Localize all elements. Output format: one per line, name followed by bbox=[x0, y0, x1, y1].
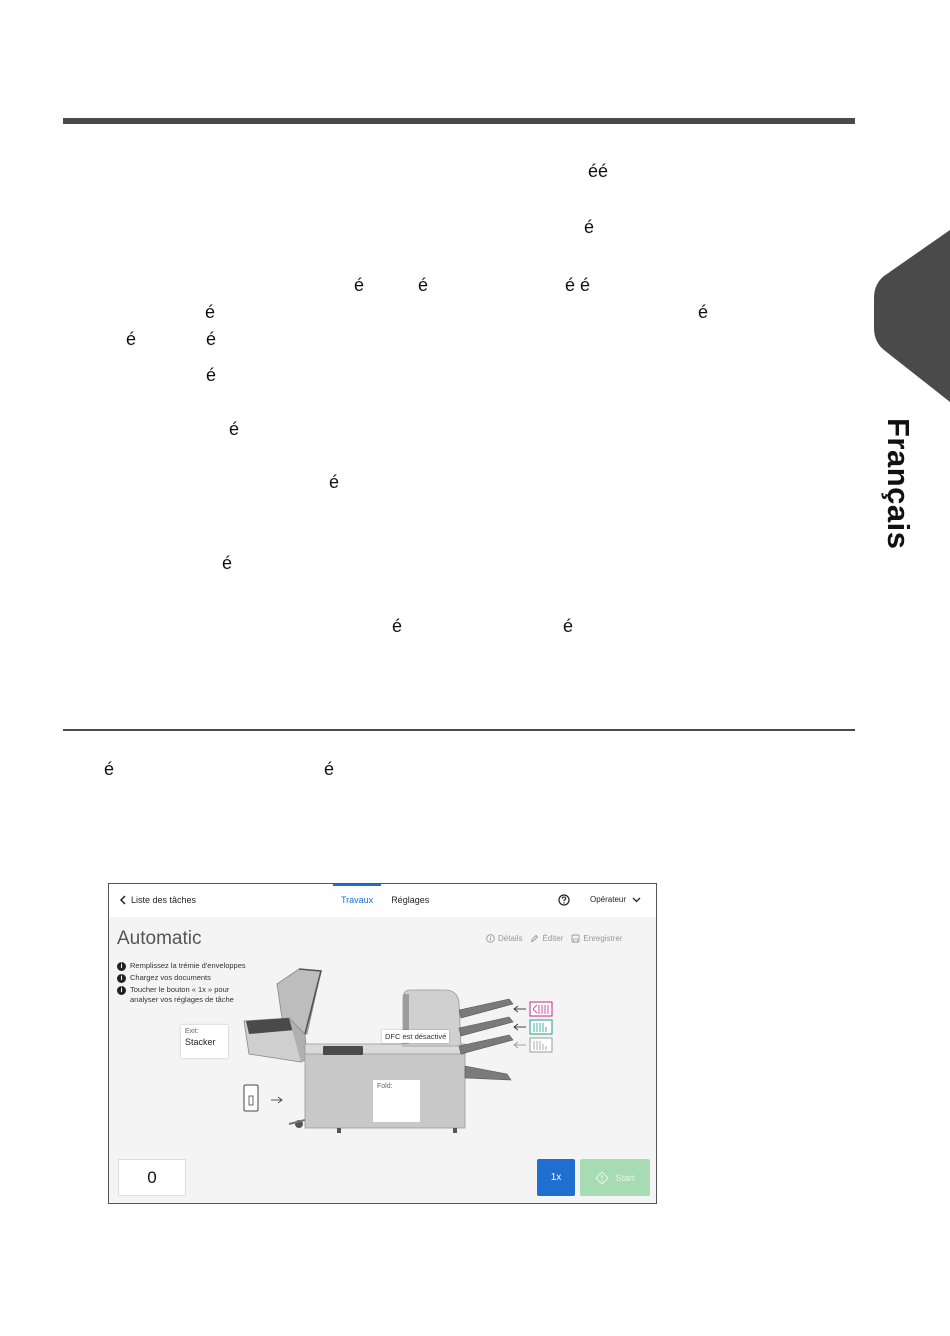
piece-counter: 0 bbox=[118, 1159, 186, 1196]
back-label: Liste des tâches bbox=[131, 895, 197, 905]
run-once-button[interactable]: 1x bbox=[537, 1159, 575, 1196]
start-icon bbox=[595, 1171, 609, 1185]
text-fragment: é bbox=[222, 553, 233, 573]
text-fragment: é bbox=[206, 365, 217, 385]
tab-jobs[interactable]: Travaux bbox=[341, 895, 374, 905]
language-tab bbox=[874, 230, 950, 402]
language-label: Français bbox=[881, 418, 916, 550]
text-fragment: é bbox=[206, 329, 217, 349]
text-fragment: éé bbox=[588, 161, 609, 181]
save-label: Enregistrer bbox=[583, 934, 623, 943]
text-fragment: é bbox=[354, 275, 365, 295]
text-fragment: é bbox=[329, 472, 340, 492]
exit-value: Stacker bbox=[185, 1037, 216, 1047]
section-rule bbox=[63, 729, 855, 731]
text-fragment: é bbox=[584, 217, 595, 237]
info-icon: i bbox=[117, 962, 126, 971]
dfc-status: DFC est désactivé bbox=[382, 1030, 449, 1043]
text-fragment: é bbox=[418, 275, 429, 295]
info-icon: i bbox=[117, 986, 126, 995]
text-fragment: é bbox=[698, 302, 709, 322]
tray-indicators bbox=[514, 1002, 552, 1052]
text-fragment: é é bbox=[565, 275, 591, 295]
text-fragment: é bbox=[324, 759, 335, 779]
text-fragment: é bbox=[392, 616, 403, 636]
job-title: Automatic bbox=[117, 928, 202, 949]
text-fragment: é bbox=[205, 302, 216, 322]
start-button[interactable] bbox=[580, 1159, 650, 1196]
fold-label: Fold: bbox=[377, 1083, 393, 1090]
details-label: Détails bbox=[498, 934, 523, 943]
exit-card[interactable] bbox=[181, 1025, 228, 1058]
instruction-text: Remplissez la trémie d'enveloppes bbox=[130, 961, 246, 970]
tab-settings[interactable]: Réglages bbox=[391, 895, 430, 905]
text-fragment: é bbox=[229, 419, 240, 439]
instruction-text: Chargez vos documents bbox=[130, 973, 211, 982]
info-icon: i bbox=[117, 974, 126, 983]
start-label: Start bbox=[615, 1172, 635, 1183]
text-fragment: é bbox=[104, 759, 115, 779]
text-fragment: é bbox=[126, 329, 137, 349]
instruction-text: Toucher le bouton « 1x » pour analyser vos réglages de tâche bbox=[130, 985, 234, 1004]
exit-label: Exit: bbox=[185, 1028, 199, 1035]
fold-card[interactable] bbox=[373, 1080, 420, 1122]
device-screenshot bbox=[108, 883, 657, 1204]
edit-label: Éditer bbox=[542, 934, 564, 943]
text-fragment: é bbox=[563, 616, 574, 636]
user-label: Opérateur bbox=[590, 895, 627, 904]
top-rule bbox=[63, 118, 855, 124]
